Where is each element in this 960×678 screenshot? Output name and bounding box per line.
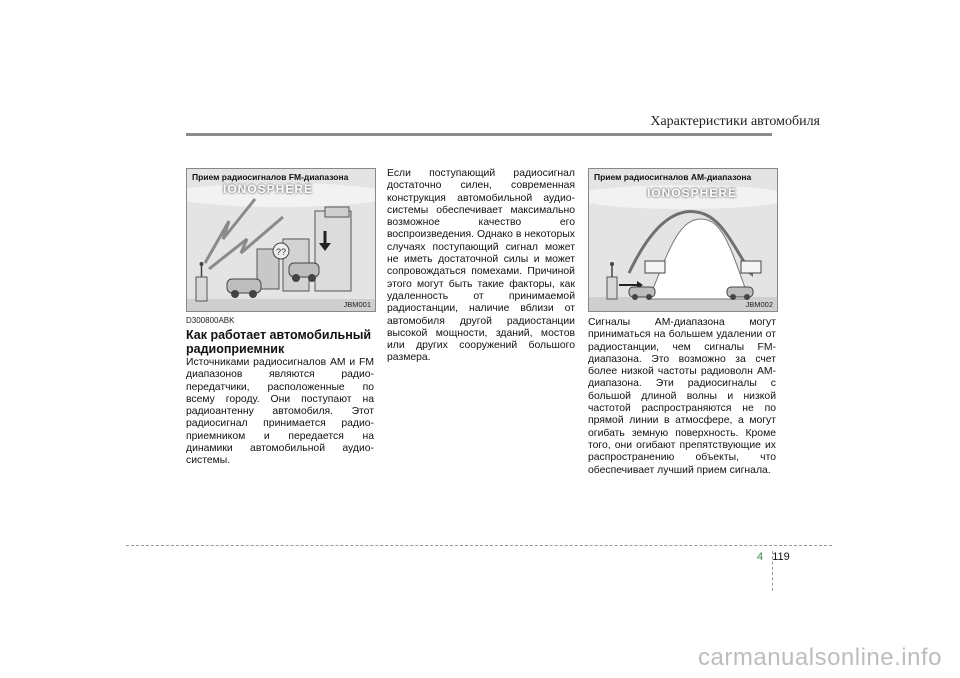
- fm-figure-label: Прием радиосигналов FM-диапазона: [192, 172, 349, 182]
- chapter-number: 4: [757, 551, 764, 563]
- section-heading: Как работает автомобильный радиоприемник: [186, 328, 372, 356]
- page-number: [757, 551, 790, 563]
- fm-reception-figure: [186, 168, 376, 312]
- fm-figure-code: JBM001: [343, 300, 371, 309]
- column-2-paragraph: Если поступающий радиосигнал достаточно силен, современная конструкция автомобильной аудио- системы обеспечивает максимально возможное качество его воспроизведения. Однако в некоторых случаях поступающий сигнал может не иметь достаточной силы и может сопровождаться помехами. Причиной этого могут быть такие факторы, как удаленность от принимаемой радиостанции, наличие вблизи от автомобиля другой радиостанции высокой мощности, зданий, мостов или других сооружений большого размера.: [387, 168, 575, 364]
- fm-ionosphere-label: IONOSPHERE: [223, 182, 314, 196]
- page-number-value: 119: [772, 551, 790, 563]
- svg-text:??: ??: [276, 247, 287, 257]
- footer-rule: [126, 545, 832, 546]
- watermark-text: carmanualsonline.info: [698, 644, 942, 671]
- column-1-paragraph: Источниками радиосигналов AM и FM диапазонов являются радио- передатчики, расположенные по всему городу. Они поступают на радиоантенну автомобиля. Этот радиосигнал принимается радио- приемником и передается на динамики автомобильной аудио- системы.: [186, 357, 374, 467]
- header-rule: [186, 133, 772, 136]
- am-figure-code: JBM002: [745, 300, 773, 309]
- am-ionosphere-label: IONOSPHERE: [647, 186, 738, 200]
- am-transmitter-tower: [607, 262, 617, 299]
- column-3-paragraph: Сигналы AM-диапазона могут приниматься на большем удалении от радиостанции, чем сигналы FM- диапазона. Это возможно за счет более низкой частоты радиоволн AM- диапазона. Эти радиосигналы с большой длиной волны и низкой частотой распространяются не по прямой линии в атмосфере, а могут огибать земную поверхность. Кроме того, они огибают препятствующие их распространению объекты, что обеспечивает лучший прием сигнала.: [588, 317, 776, 476]
- am-figure-label: Прием радиосигналов AM-диапазона: [594, 172, 752, 182]
- page-header-title: Характеристики автомобиля: [650, 114, 820, 129]
- am-reception-figure: [588, 168, 778, 312]
- footer-divider: [772, 551, 773, 591]
- fm-transmitter-tower: [196, 262, 207, 301]
- section-code: D300800ABK: [186, 316, 235, 325]
